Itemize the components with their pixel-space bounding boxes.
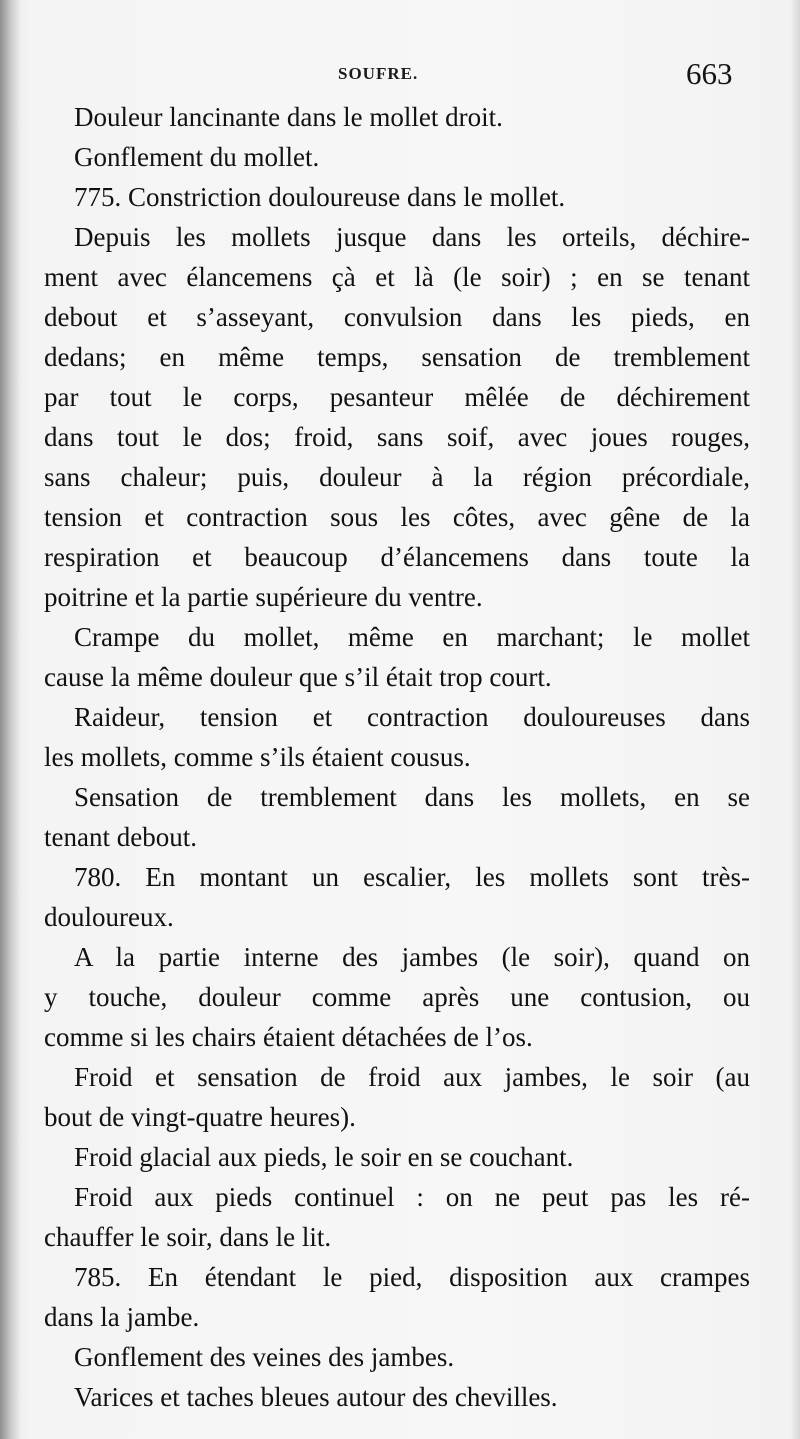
text-line: ment avec élancemens çà et là (le soir) ; en se tenant (44, 262, 750, 292)
text-line: tension et contraction sous les côtes, avec gêne de la (44, 502, 750, 532)
text-line: par tout le corps, pesanteur mêlée de déchirement (44, 382, 750, 412)
text-line: Douleur lancinante dans le mollet droit. (74, 102, 503, 132)
text-line: 775. Constriction douloureuse dans le mollet. (74, 182, 566, 212)
text-line: comme si les chairs étaient détachées de l’os. (44, 1022, 533, 1052)
page-edge (790, 0, 800, 1439)
text-line: A la partie interne des jambes (le soir), quand on (74, 942, 750, 972)
running-head: SOUFRE. (338, 64, 419, 83)
text-line: bout de vingt-quatre heures). (44, 1102, 356, 1132)
text-line: 785. En étendant le pied, disposition aux crampes (74, 1262, 750, 1292)
text-line: Gonflement du mollet. (74, 142, 320, 172)
text-line: Froid et sensation de froid aux jambes, le soir (au (74, 1062, 750, 1092)
text-line: Depuis les mollets jusque dans les orteils, déchire- (74, 222, 750, 252)
text-line: les mollets, comme s’ils étaient cousus. (44, 742, 471, 772)
text-line: Varices et taches bleues autour des chevilles. (74, 1382, 558, 1412)
page-number: 663 (686, 56, 733, 91)
text-line: poitrine et la partie supérieure du ventre. (44, 582, 483, 612)
text-line: douloureux. (44, 902, 174, 932)
text-line: Raideur, tension et contraction douloureuses dans (74, 702, 750, 732)
text-line: 780. En montant un escalier, les mollets sont très- (74, 862, 750, 892)
text-line: respiration et beaucoup d’élancemens dans toute la (44, 542, 750, 572)
text-line: Froid aux pieds continuel : on ne peut pas les ré- (74, 1182, 750, 1212)
text-line: dedans; en même temps, sensation de tremblement (44, 342, 750, 372)
text-line: Crampe du mollet, même en marchant; le mollet (74, 622, 750, 652)
page-header (0, 56, 800, 96)
text-line: Froid glacial aux pieds, le soir en se couchant. (74, 1142, 574, 1172)
text-line: sans chaleur; puis, douleur à la région précordiale, (44, 462, 750, 492)
text-line: dans tout le dos; froid, sans soif, avec joues rouges, (44, 422, 750, 452)
text-line: Sensation de tremblement dans les mollets, en se (74, 782, 750, 812)
text-line: Gonflement des veines des jambes. (74, 1342, 455, 1372)
text-line: y touche, douleur comme après une contusion, ou (44, 982, 750, 1012)
text-line: cause la même douleur que s’il était trop court. (44, 662, 552, 692)
text-line: tenant debout. (44, 822, 197, 852)
page-gutter-shadow (0, 0, 20, 1439)
text-line: chauffer le soir, dans le lit. (44, 1222, 332, 1252)
text-line: debout et s’asseyant, convulsion dans les pieds, en (44, 302, 750, 332)
text-line: dans la jambe. (44, 1302, 200, 1332)
